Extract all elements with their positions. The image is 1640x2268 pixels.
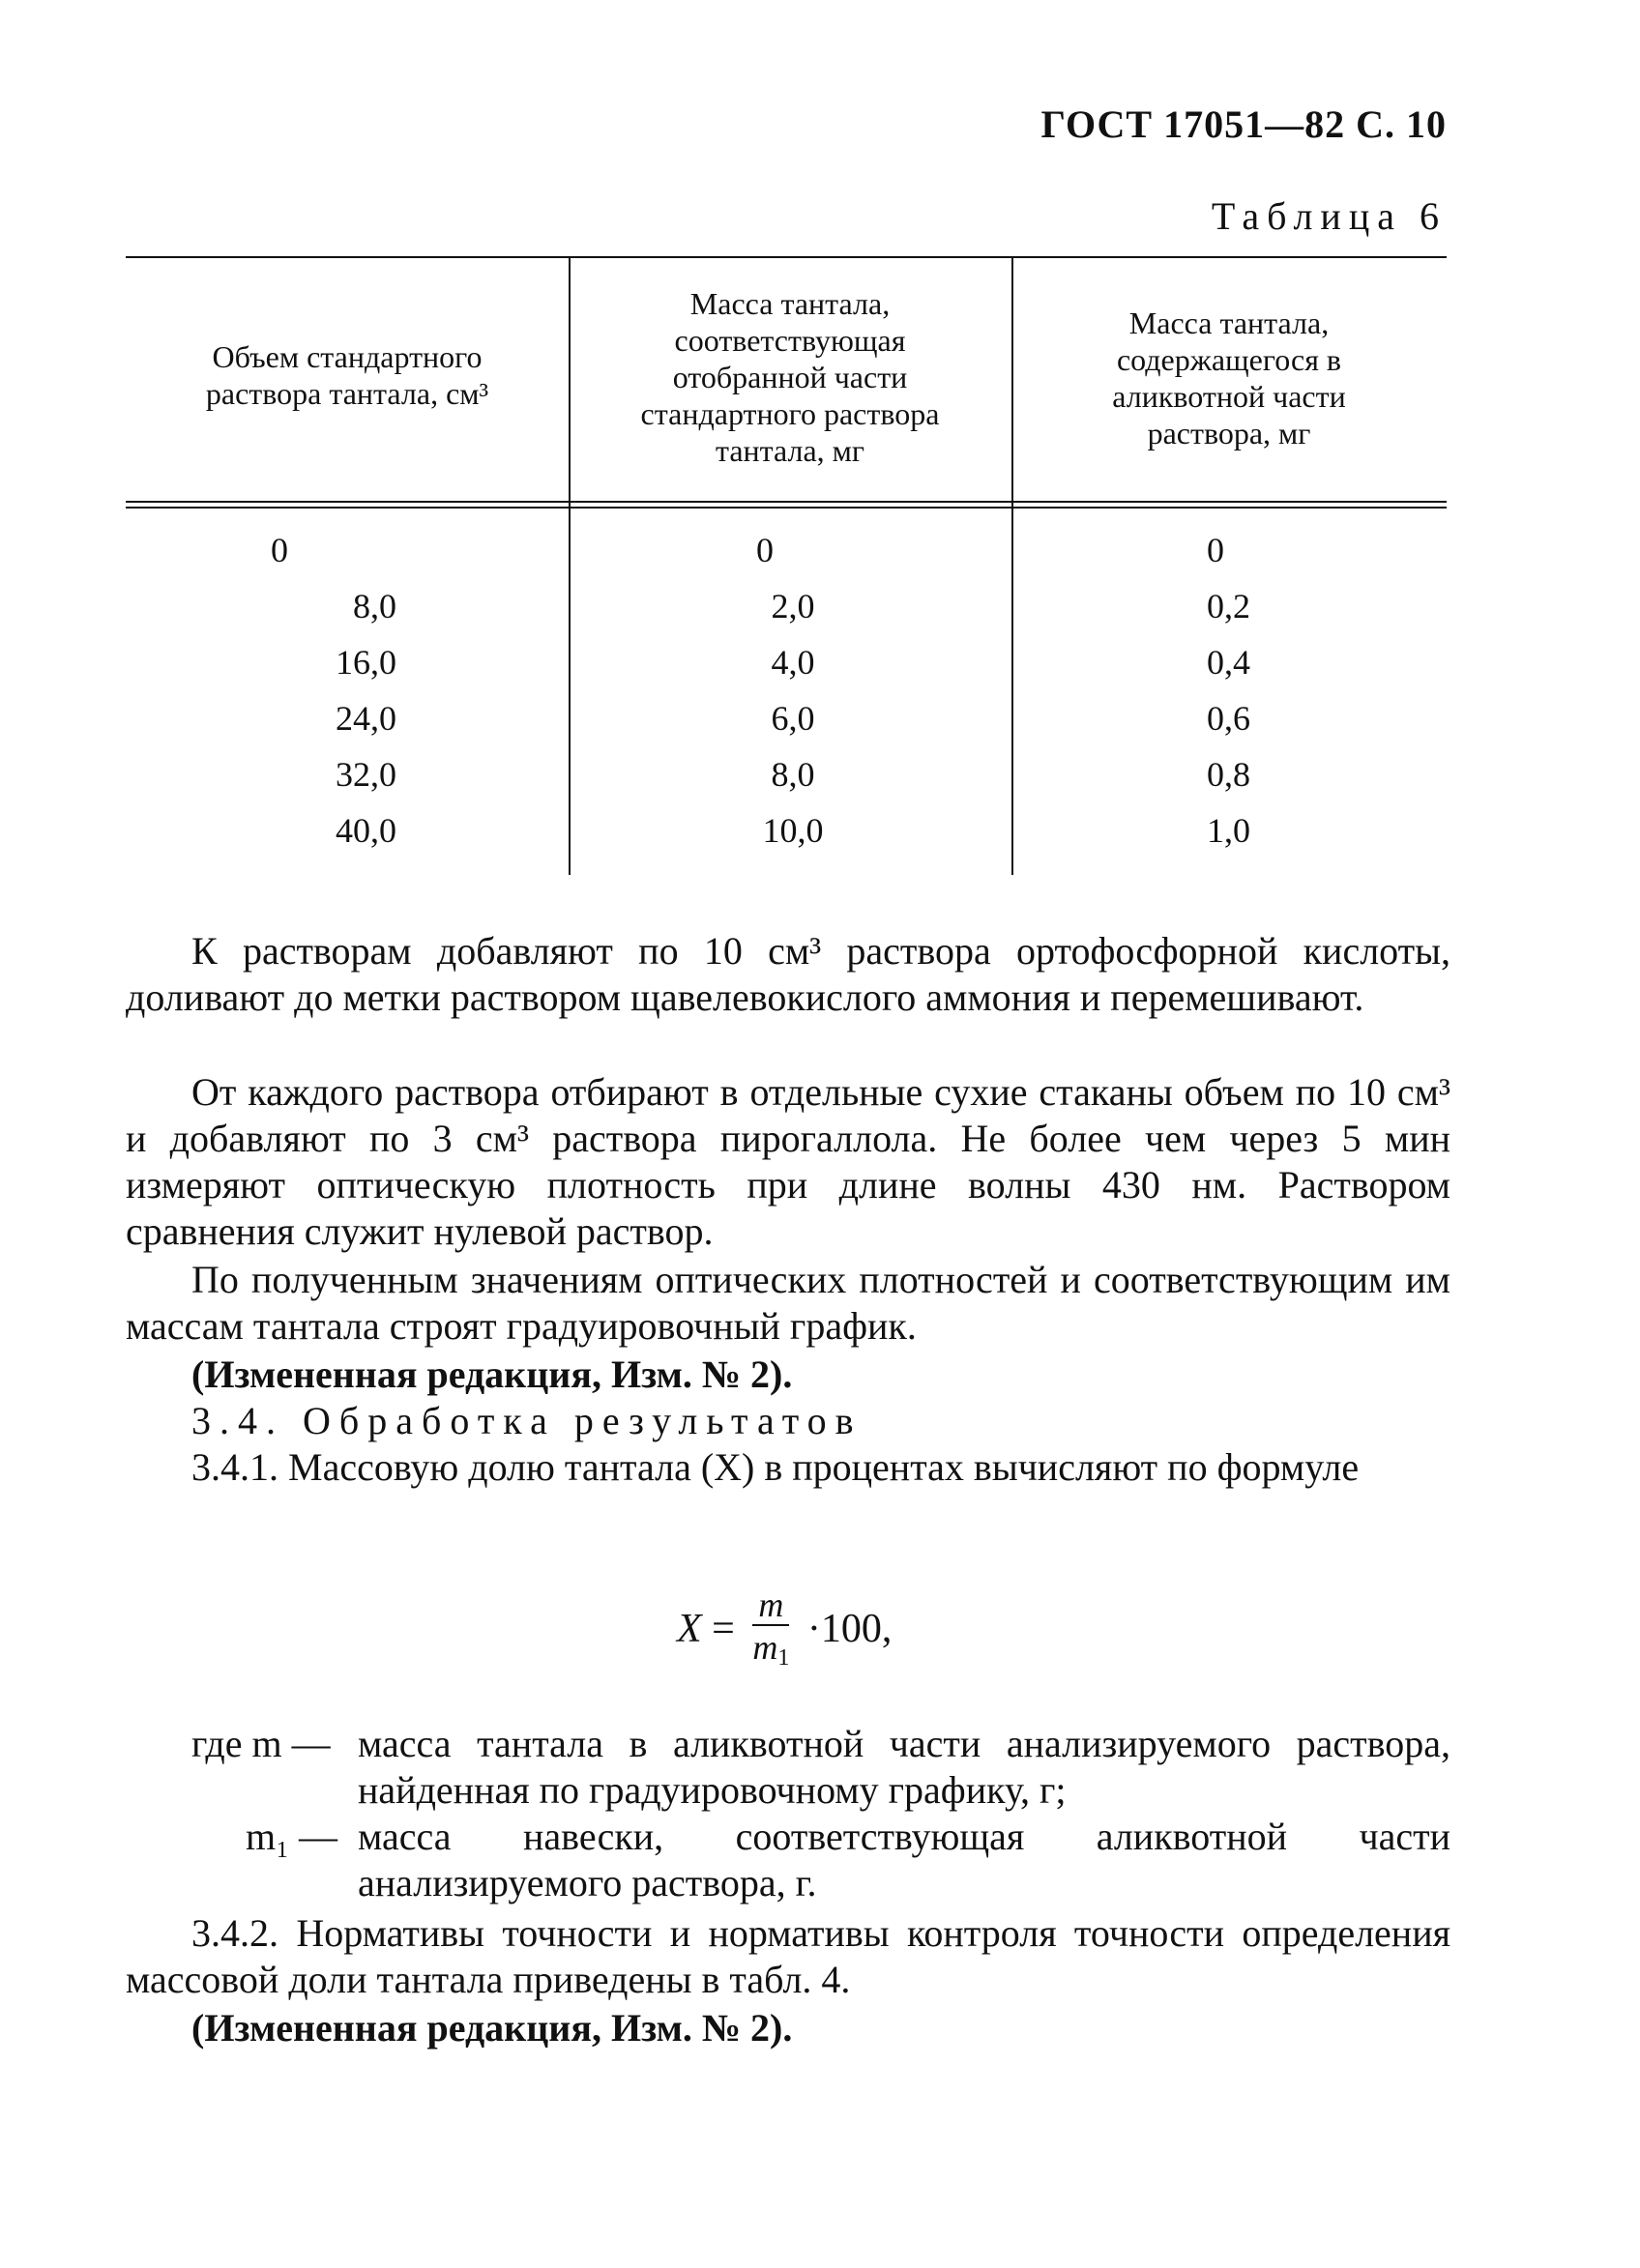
table-cell: 8,0 [771,755,815,794]
paragraph-1: К растворам добавляют по 10 см³ раствора ортофосфорной кислоты, доливают до метки раствором щавелевокислого аммония и перемешивают. [126,929,1450,1019]
header-col-3 [1011,305,1447,451]
header-col-3-line: аликвотной части [1112,379,1346,414]
table-cell: 0,2 [1207,587,1250,625]
header-col-3-line: раствора, мг [1147,416,1311,451]
formula-lhs: X [677,1607,702,1652]
table-col-3-values [1207,522,1274,858]
formula-equals: = [712,1607,735,1652]
table-cell: 32,0 [336,755,396,794]
table-cell: 40,0 [336,811,396,850]
header-col-1-line: раствора тантала, см³ [205,376,489,411]
formula [677,1585,892,1679]
table-cell: 10,0 [762,811,824,850]
table-cell: 0,4 [1207,643,1250,682]
header-col-1-line: Объем стандартного [212,339,483,374]
table-cell: 0,6 [1207,699,1250,738]
table-header-rule-2 [126,507,1447,509]
table-cell: 16,0 [336,643,396,682]
table-cell: 0,8 [1207,755,1250,794]
header-col-3-line: содержащегося в [1116,342,1342,377]
table-cell: 8,0 [353,587,396,625]
where-symbol-m: где m — [191,1722,331,1765]
section-title: 3.4. Обработка результатов [191,1399,863,1442]
formula-fraction [752,1585,789,1679]
formula-denominator-subscript: 1 [777,1645,790,1671]
table-cell: 24,0 [336,699,396,738]
amendment-note-2: (Измененная редакция, Изм. № 2). [191,2006,793,2050]
paragraph-5: 3.4.2. Нормативы точности и нормативы контроля точности определения массовой доли тантала приведены в табл. 4. [126,1911,1450,2001]
where-description-m1: масса навески, соответствующая аликвотной части анализируемого раствора, г. [358,1815,1450,1905]
table-cell: 1,0 [1207,811,1250,850]
paragraph-2: От каждого раствора отбирают в отдельные сухие стаканы объем по 10 см³ и добавляют по 3 см³ раствора пирогаллола. Не более чем через 5 мин измеряют оптическую плотность при длине волны 430 нм. Раствором сравнения служит нулевой раствор. [126,1070,1450,1253]
paragraph-3: По полученным значениям оптических плотностей и соответствующим им массам тантала строят градуировочный график. [126,1258,1450,1348]
where-description-m: масса тантала в аликвотной части анализируемого раствора, найденная по градуировочному графику, г; [358,1722,1450,1812]
formula-multiplier: ·100, [806,1607,893,1652]
header-col-2-line: стандартного раствора [640,396,940,431]
amendment-note-1: (Измененная редакция, Изм. № 2). [191,1352,793,1396]
table-cell: 6,0 [771,699,815,738]
header-col-3-line: Масса тантала, [1128,305,1330,340]
paragraph-4: 3.4.1. Массовую долю тантала (X) в процентах вычисляют по формуле [191,1445,1360,1489]
where-symbol-m1: m₁ — [246,1815,338,1858]
table-header-rule [126,501,1447,503]
where-item-2 [126,1814,1450,1906]
where-item-1 [126,1721,1450,1814]
header-col-2-line: Масса тантала, [689,286,891,321]
table-cell: 0 [756,531,774,569]
header-col-1 [126,338,569,412]
table-cell: 2,0 [771,587,815,625]
header-col-2 [569,285,1011,469]
formula-denominator-symbol: m [752,1628,778,1667]
document-header: ГОСТ 17051—82 С. 10 [1040,102,1447,146]
table-caption: Таблица 6 [1211,194,1447,238]
formula-denominator [752,1626,789,1679]
data-table [126,256,1447,875]
table-top-rule [126,256,1447,258]
table-cell: 0 [1207,531,1224,569]
header-col-2-line: отобранной части [672,360,908,394]
header-col-2-line: тантала, мг [715,433,865,468]
table-col-1-values [271,522,396,858]
table-cell: 0 [271,531,288,569]
table-cell: 4,0 [771,643,815,682]
header-col-2-line: соответствующая [674,323,906,358]
formula-numerator: m [752,1585,789,1626]
table-col-2-values [745,522,841,858]
